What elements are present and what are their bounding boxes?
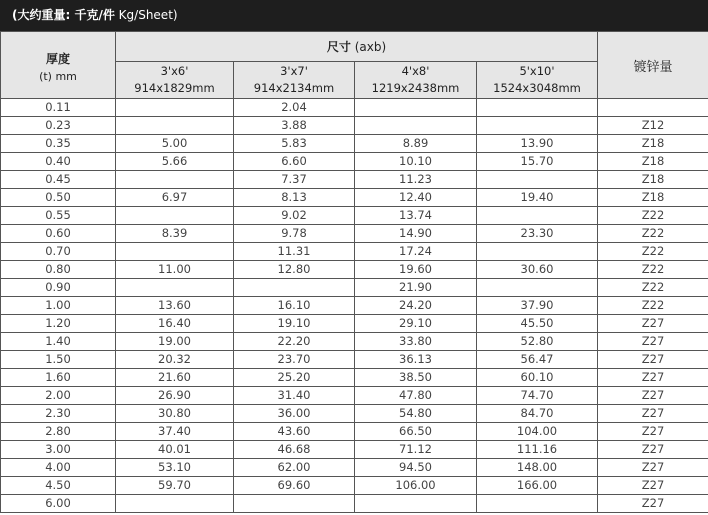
table-body <box>1 99 708 513</box>
weight-cell: 15.70 <box>477 153 598 171</box>
weight-cell: 11.31 <box>234 243 355 261</box>
weight-cell: 37.90 <box>477 297 598 315</box>
weight-cell: 104.00 <box>477 423 598 441</box>
zinc-cell: Z12 <box>598 117 708 135</box>
size-label: 尺寸 <box>326 40 351 54</box>
weight-cell <box>477 207 598 225</box>
thickness-cell: 2.80 <box>1 423 116 441</box>
weight-cell: 31.40 <box>234 387 355 405</box>
zinc-header: 镀锌量 <box>598 32 708 99</box>
title-bold: (大约重量: 千克/件 <box>12 8 115 22</box>
table-row <box>1 117 708 135</box>
weight-cell: 106.00 <box>355 477 477 495</box>
thickness-cell: 0.80 <box>1 261 116 279</box>
weight-cell: 3.88 <box>234 117 355 135</box>
table-row <box>1 369 708 387</box>
weight-cell: 60.10 <box>477 369 598 387</box>
weight-cell: 11.00 <box>116 261 234 279</box>
thickness-cell: 1.50 <box>1 351 116 369</box>
table-row <box>1 477 708 495</box>
table-row <box>1 243 708 261</box>
weight-cell: 5.66 <box>116 153 234 171</box>
thickness-label: 厚度 <box>45 51 70 66</box>
weight-cell: 10.10 <box>355 153 477 171</box>
weight-cell: 13.74 <box>355 207 477 225</box>
weight-cell: 13.90 <box>477 135 598 153</box>
weight-cell: 20.32 <box>116 351 234 369</box>
thickness-cell: 1.20 <box>1 315 116 333</box>
weight-cell: 36.13 <box>355 351 477 369</box>
weight-cell <box>355 495 477 513</box>
weight-cell: 45.50 <box>477 315 598 333</box>
zinc-cell: Z27 <box>598 315 708 333</box>
weight-cell: 66.50 <box>355 423 477 441</box>
table-row <box>1 333 708 351</box>
size-column-header <box>477 62 598 99</box>
size-column-header <box>234 62 355 99</box>
thickness-cell: 0.40 <box>1 153 116 171</box>
weight-cell: 22.20 <box>234 333 355 351</box>
weight-cell: 14.90 <box>355 225 477 243</box>
thickness-cell: 0.23 <box>1 117 116 135</box>
weight-cell: 2.04 <box>234 99 355 117</box>
table-row <box>1 189 708 207</box>
weight-cell: 8.13 <box>234 189 355 207</box>
size-feet: 3'x6' <box>160 64 189 78</box>
zinc-cell: Z27 <box>598 405 708 423</box>
size-mm: 914x2134mm <box>253 81 335 95</box>
thickness-cell: 0.60 <box>1 225 116 243</box>
size-unit: (axb) <box>350 40 387 54</box>
weight-cell <box>477 99 598 117</box>
table-row <box>1 297 708 315</box>
thickness-cell: 1.40 <box>1 333 116 351</box>
thickness-cell: 4.00 <box>1 459 116 477</box>
weight-cell: 47.80 <box>355 387 477 405</box>
weight-cell: 12.40 <box>355 189 477 207</box>
weight-cell: 69.60 <box>234 477 355 495</box>
weight-cell <box>477 243 598 261</box>
weight-cell: 84.70 <box>477 405 598 423</box>
weight-cell: 71.12 <box>355 441 477 459</box>
weight-cell: 29.10 <box>355 315 477 333</box>
weight-cell: 19.10 <box>234 315 355 333</box>
zinc-cell: Z18 <box>598 171 708 189</box>
weight-cell: 6.60 <box>234 153 355 171</box>
table-row <box>1 387 708 405</box>
weight-cell: 46.68 <box>234 441 355 459</box>
weight-cell: 6.97 <box>116 189 234 207</box>
zinc-cell: Z27 <box>598 495 708 513</box>
zinc-cell: Z27 <box>598 351 708 369</box>
thickness-cell: 0.50 <box>1 189 116 207</box>
weight-cell: 54.80 <box>355 405 477 423</box>
zinc-cell: Z22 <box>598 207 708 225</box>
weight-cell: 148.00 <box>477 459 598 477</box>
thickness-cell: 6.00 <box>1 495 116 513</box>
zinc-cell: Z22 <box>598 297 708 315</box>
size-mm: 1524x3048mm <box>493 81 581 95</box>
weight-cell: 30.80 <box>116 405 234 423</box>
weight-cell: 23.30 <box>477 225 598 243</box>
table-title <box>0 0 708 31</box>
weight-cell <box>355 117 477 135</box>
table-row <box>1 135 708 153</box>
table-row <box>1 441 708 459</box>
table-row <box>1 171 708 189</box>
title-rest: Kg/Sheet) <box>114 8 178 22</box>
weight-cell: 166.00 <box>477 477 598 495</box>
weight-cell: 25.20 <box>234 369 355 387</box>
thickness-cell: 0.45 <box>1 171 116 189</box>
weight-cell <box>477 495 598 513</box>
table-row <box>1 315 708 333</box>
zinc-cell: Z27 <box>598 477 708 495</box>
table-row <box>1 423 708 441</box>
weight-cell: 9.78 <box>234 225 355 243</box>
thickness-cell: 0.70 <box>1 243 116 261</box>
weight-cell: 19.40 <box>477 189 598 207</box>
weight-cell <box>116 279 234 297</box>
zinc-cell: Z27 <box>598 423 708 441</box>
zinc-cell: Z18 <box>598 189 708 207</box>
weight-cell: 23.70 <box>234 351 355 369</box>
thickness-cell: 2.30 <box>1 405 116 423</box>
size-mm: 1219x2438mm <box>371 81 460 95</box>
weight-cell: 33.80 <box>355 333 477 351</box>
weight-cell <box>116 207 234 225</box>
weight-cell <box>477 117 598 135</box>
weight-cell: 56.47 <box>477 351 598 369</box>
weight-cell: 5.00 <box>116 135 234 153</box>
weight-cell: 7.37 <box>234 171 355 189</box>
weight-cell: 74.70 <box>477 387 598 405</box>
weight-table <box>0 31 708 513</box>
zinc-cell: Z27 <box>598 459 708 477</box>
table-row <box>1 207 708 225</box>
weight-cell: 12.80 <box>234 261 355 279</box>
table-row <box>1 459 708 477</box>
thickness-header <box>1 32 116 99</box>
weight-cell: 21.90 <box>355 279 477 297</box>
size-column-header <box>355 62 477 99</box>
zinc-cell: Z18 <box>598 153 708 171</box>
zinc-cell: Z22 <box>598 225 708 243</box>
weight-cell: 94.50 <box>355 459 477 477</box>
weight-cell: 16.10 <box>234 297 355 315</box>
weight-cell: 8.39 <box>116 225 234 243</box>
weight-cell <box>234 279 355 297</box>
zinc-cell <box>598 99 708 117</box>
weight-cell: 30.60 <box>477 261 598 279</box>
thickness-cell: 0.11 <box>1 99 116 117</box>
weight-cell: 16.40 <box>116 315 234 333</box>
size-feet: 4'x8' <box>401 64 430 78</box>
size-column-header <box>116 62 234 99</box>
table-row <box>1 261 708 279</box>
zinc-cell: Z27 <box>598 441 708 459</box>
zinc-cell: Z27 <box>598 369 708 387</box>
weight-cell: 8.89 <box>355 135 477 153</box>
weight-cell: 43.60 <box>234 423 355 441</box>
weight-cell <box>116 117 234 135</box>
weight-cell: 62.00 <box>234 459 355 477</box>
weight-cell: 111.16 <box>477 441 598 459</box>
weight-cell: 59.70 <box>116 477 234 495</box>
weight-cell <box>477 171 598 189</box>
weight-cell: 38.50 <box>355 369 477 387</box>
table-row <box>1 153 708 171</box>
thickness-cell: 3.00 <box>1 441 116 459</box>
weight-cell: 26.90 <box>116 387 234 405</box>
weight-cell <box>116 495 234 513</box>
zinc-cell: Z22 <box>598 279 708 297</box>
zinc-cell: Z22 <box>598 243 708 261</box>
weight-cell <box>234 495 355 513</box>
weight-cell: 24.20 <box>355 297 477 315</box>
size-mm: 914x1829mm <box>134 81 215 95</box>
thickness-cell: 0.90 <box>1 279 116 297</box>
weight-cell <box>116 243 234 261</box>
zinc-cell: Z27 <box>598 333 708 351</box>
weight-cell: 36.00 <box>234 405 355 423</box>
weight-cell: 19.60 <box>355 261 477 279</box>
weight-cell <box>116 99 234 117</box>
thickness-cell: 1.00 <box>1 297 116 315</box>
size-feet: 5'x10' <box>519 64 555 78</box>
weight-cell: 21.60 <box>116 369 234 387</box>
table-row <box>1 225 708 243</box>
weight-cell: 17.24 <box>355 243 477 261</box>
zinc-cell: Z27 <box>598 387 708 405</box>
thickness-cell: 1.60 <box>1 369 116 387</box>
weight-cell: 9.02 <box>234 207 355 225</box>
weight-cell <box>355 99 477 117</box>
thickness-unit: (t) mm <box>39 69 77 83</box>
thickness-cell: 0.35 <box>1 135 116 153</box>
weight-cell: 13.60 <box>116 297 234 315</box>
weight-cell <box>116 171 234 189</box>
weight-cell <box>477 279 598 297</box>
weight-cell: 40.01 <box>116 441 234 459</box>
thickness-cell: 0.55 <box>1 207 116 225</box>
weight-cell: 52.80 <box>477 333 598 351</box>
thickness-cell: 4.50 <box>1 477 116 495</box>
zinc-cell: Z18 <box>598 135 708 153</box>
weight-cell: 37.40 <box>116 423 234 441</box>
table-row <box>1 351 708 369</box>
weight-cell: 19.00 <box>116 333 234 351</box>
size-header <box>116 32 598 62</box>
table-row <box>1 405 708 423</box>
thickness-cell: 2.00 <box>1 387 116 405</box>
size-feet: 3'x7' <box>280 64 308 78</box>
weight-cell: 5.83 <box>234 135 355 153</box>
table-row <box>1 495 708 513</box>
table-row <box>1 279 708 297</box>
weight-cell: 11.23 <box>355 171 477 189</box>
table-row <box>1 99 708 117</box>
zinc-cell: Z22 <box>598 261 708 279</box>
weight-cell: 53.10 <box>116 459 234 477</box>
